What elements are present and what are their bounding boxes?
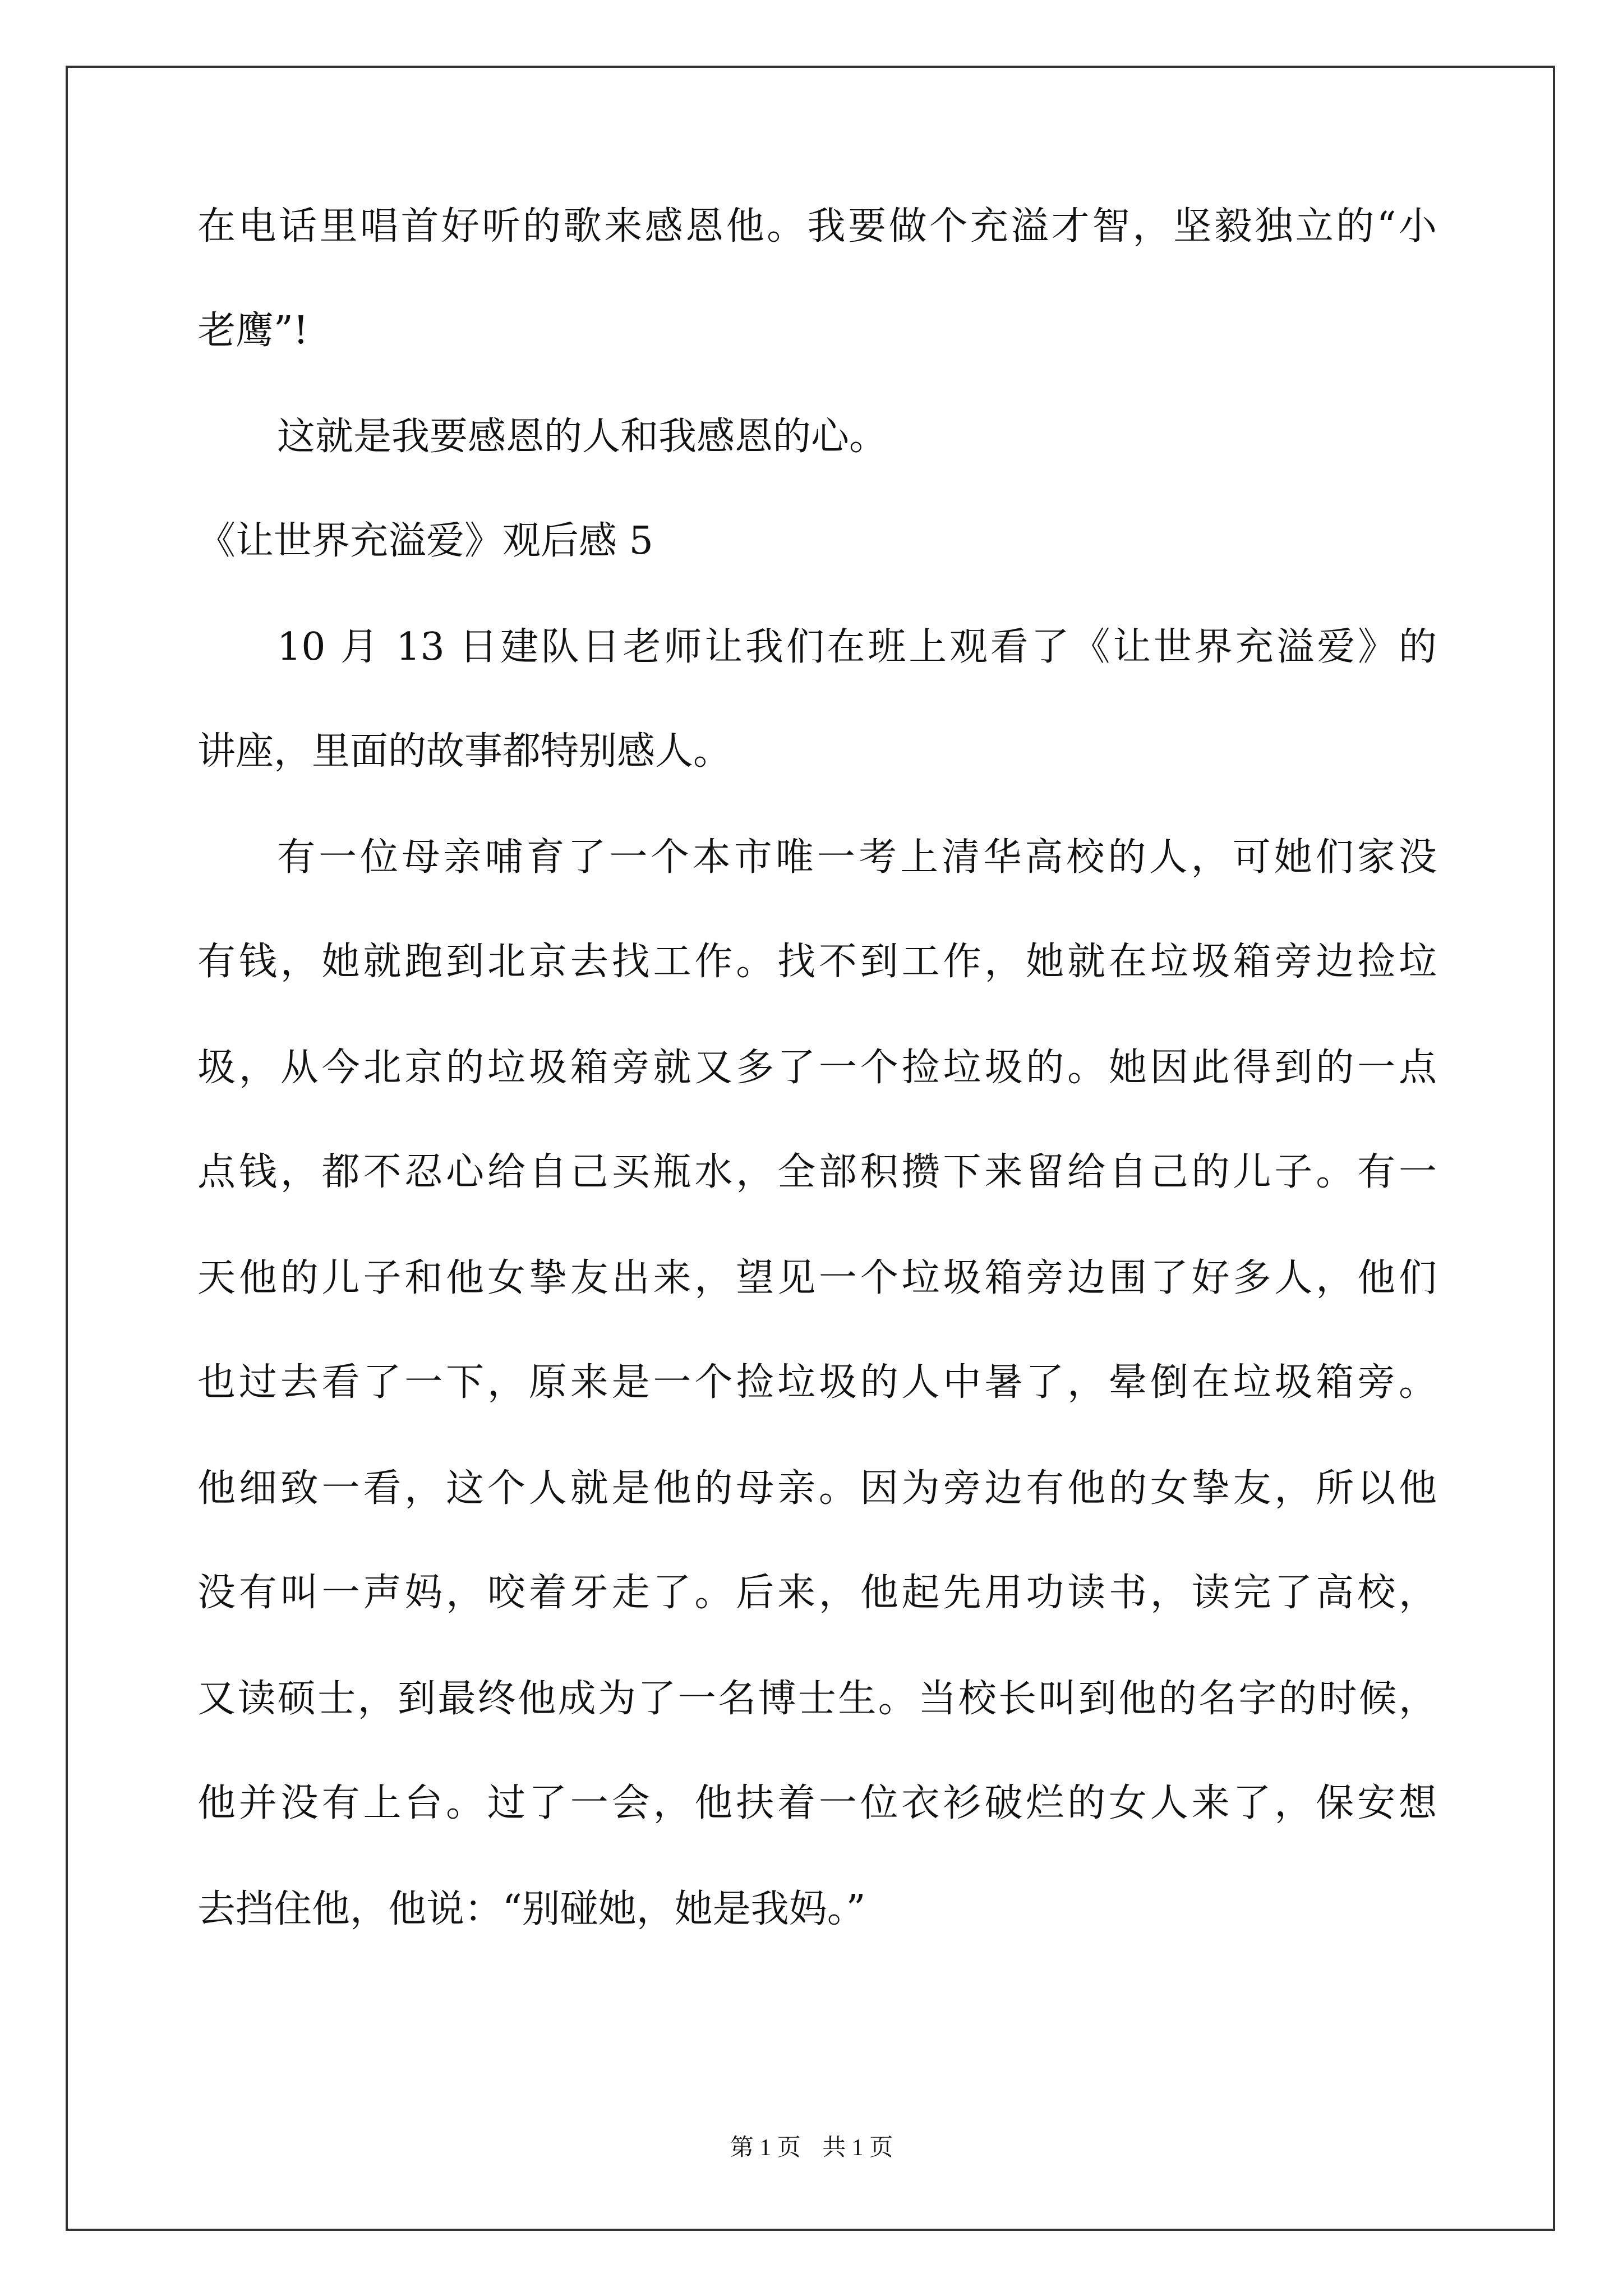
text-line-7: 有一位母亲哺育了一个本市唯一考上清华高校的人，可她们家没	[277, 835, 1437, 880]
text-line-13: 他细致一看，这个人就是他的母亲。因为旁边有他的女挚友，所以他	[197, 1466, 1437, 1511]
text-line-12: 也过去看了一下，原来是一个捡垃圾的人中暑了，晕倒在垃圾箱旁。	[197, 1360, 1437, 1405]
text-line-15: 又读硕士，到最终他成为了一名博士生。当校长叫到他的名字的时候，	[197, 1677, 1437, 1721]
page-footer	[0, 2129, 1623, 2162]
text-line-8: 有钱，她就跑到北京去找工作。找不到工作，她就在垃圾箱旁边捡垃	[197, 940, 1437, 984]
page-number: 第 1 页	[730, 2135, 801, 2161]
text-line-6: 讲座，里面的故事都特别感人。	[197, 729, 732, 774]
text-line-1: 在电话里唱首好听的歌来感恩他。我要做个充溢才智，坚毅独立的“小	[197, 204, 1437, 249]
text-line-11: 天他的儿子和他女挚友出来，望见一个垃圾箱旁边围了好多人，他们	[197, 1256, 1437, 1300]
text-line-5: 10 月 13 日建队日老师让我们在班上观看了《让世界充溢爱》的	[277, 625, 1437, 669]
page-total: 共 1 页	[822, 2135, 893, 2161]
text-line-17: 去挡住他，他说：“别碰她，她是我妈。”	[197, 1887, 866, 1931]
text-line-16: 他并没有上台。过了一会，他扶着一位衣衫破烂的女人来了，保安想	[197, 1781, 1437, 1825]
text-line-14: 没有叫一声妈，咬着牙走了。后来，他起先用功读书，读完了高校，	[197, 1571, 1437, 1615]
text-line-3: 这就是我要感恩的人和我感恩的心。	[277, 415, 888, 459]
text-line-10: 点钱，都不忍心给自己买瓶水，全部积攒下来留给自己的儿子。有一	[197, 1150, 1437, 1194]
text-line-2: 老鹰”!	[197, 309, 309, 353]
section-heading: 《让世界充溢爱》观后感 5	[197, 519, 653, 563]
text-line-9: 圾，从今北京的垃圾箱旁就又多了一个捡垃圾的。她因此得到的一点	[197, 1046, 1437, 1090]
